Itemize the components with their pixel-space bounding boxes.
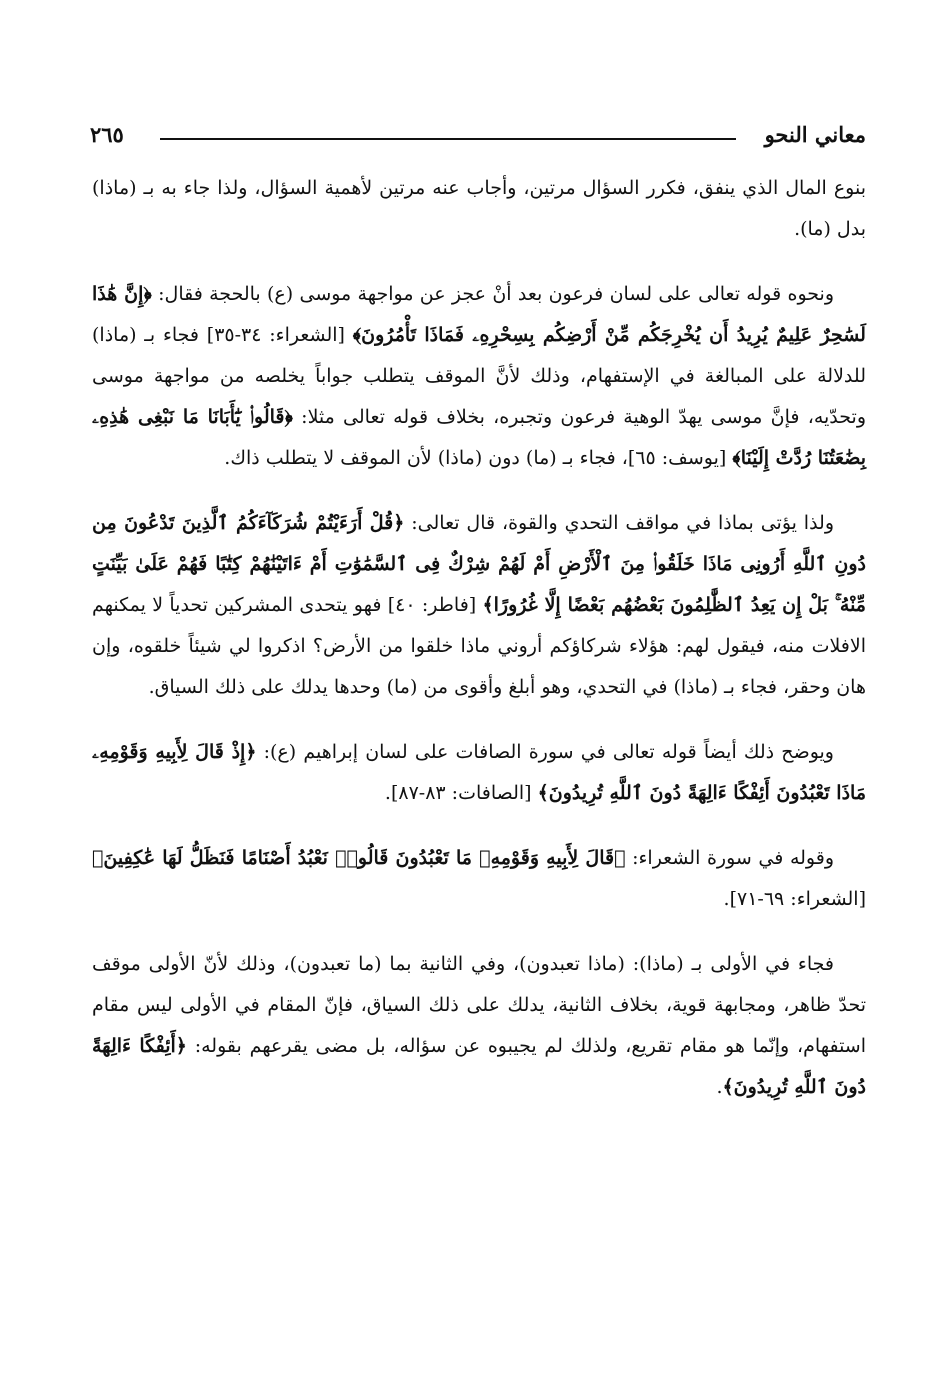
quran-verse: ﴿قَالَ لِأَبِيهِ وَقَوْمِهِۦ مَا تَعْبُدُونَ قَالُوا۟ نَعْبُدُ أَصْنَامًا فَنَظَلُّ لَهَا عَٰكِفِينَ﴾ [92,847,626,869]
paragraph [92,838,866,920]
running-title: معاني النحو [764,122,866,147]
quran-verse: ﴿إِنَّ هَٰذَا لَسَٰحِرٌ عَلِيمٌ يُرِيدُ أَن يُخْرِجَكُم مِّنْ أَرْضِكُم بِسِحْرِهِۦ فَمَاذَا تَأْمُرُونَ﴾ [92,283,866,346]
body-text: [الشعراء: ٦٩-٧١]. [723,888,866,910]
body-text: [يوسف: ٦٥]، فجاء بـ (ما) دون (ماذا) لأن الموقف لا يتطلب ذاك. [224,447,733,469]
body-text: [الشعراء: ٣٤-٣٥] فجاء بـ (ماذا) للدلالة على المبالغة في الإستفهام، وذلك لأنَّ الموقف يتطلب جواباً يخلصه من مواجهة موسى وتحدّيه، فإنَّ موسى يهدّ الوهية فرعون وتجبره، بخلاف قوله تعالى مثلا: [92,324,867,428]
paragraph [92,168,866,250]
body-text: . [716,1076,723,1098]
page-number: ٢٦٥ [90,122,124,147]
body-text: ولذا يؤتى بماذا في مواقف التحدي والقوة، قال تعالى: [404,512,834,534]
body-text: بنوع المال الذي ينفق، فكرر السؤال مرتين، وأجاب عنه مرتين لأهمية السؤال، ولذا جاء به بـ (ماذا) بدل (ما). [92,177,866,240]
body-text: وقوله في سورة الشعراء: [625,847,834,869]
body-text: [فاطر: ٤٠] فهو يتحدى المشركين تحدياً لا يمكنهم الافلات منه، فيقول لهم: هؤلاء شركاؤكم أروني ماذا خلقوا من الأرض؟ اذكروا لي شيئاً خلقوه، وإن هان وحقر، فجاء بـ (ماذا) في التحدي، وهو أبلغ وأقوى من (ما) وحدها يدلك على ذلك السياق. [92,594,866,698]
paragraph [92,944,866,1108]
body-text: [الصافات: ٨٣-٨٧]. [384,782,538,804]
body-text: ويوضح ذلك أيضاً قوله تعالى في سورة الصافات على لسان إبراهيم (ع): [256,741,834,763]
paragraph [92,274,866,479]
body-text: فجاء في الأولى بـ (ماذا): (ماذا تعبدون)، وفي الثانية بما (ما تعبدون)، وذلك لأنّ الأولى موقف تحدّ ظاهر، ومجابهة قوية، بخلاف الثانية، يدلك على ذلك السياق، فإنّ المقام في الأولى ليس مقام استفهام، وإنّما هو مقام تقريع، ولذلك لم يجيبوه عن سؤاله، بل مضى يقرعهم بقوله: [92,953,866,1057]
paragraph [92,503,866,708]
header-rule [160,138,736,140]
quran-verse: ﴿أَئِفْكًا ءَالِهَةً دُونَ ٱللَّهِ تُرِيدُونَ﴾ [92,1035,866,1098]
body-text: ونحوه قوله تعالى على لسان فرعون بعد أنْ عجز عن مواجهة موسى (ع) بالحجة فقال: [151,283,834,305]
page-body [92,168,866,1132]
page-header [90,118,866,158]
paragraph [92,732,866,814]
quran-verse: ﴿قُلْ أَرَءَيْتُمْ شُرَكَآءَكُمُ ٱلَّذِينَ تَدْعُونَ مِن دُونِ ٱللَّهِ أَرُونِى مَاذَا خَلَقُوا۟ مِنَ ٱلْأَرْضِ أَمْ لَهُمْ شِرْكٌ فِى ٱلسَّمَٰوَٰتِ أَمْ ءَاتَيْنَٰهُمْ كِتَٰبًا فَهُمْ عَلَىٰ بَيِّنَتٍ مِّنْهُ ۚ بَلْ إِن يَعِدُ ٱلظَّٰلِمُونَ بَعْضُهُم بَعْضًا إِلَّا غُرُورًا﴾ [92,512,866,616]
quran-verse: ﴿إِذْ قَالَ لِأَبِيهِ وَقَوْمِهِۦ مَاذَا تَعْبُدُونَ أَئِفْكًا ءَالِهَةً دُونَ ٱللَّهِ تُرِيدُونَ﴾ [92,741,866,804]
quran-verse: ﴿قَالُوا۟ يَٰٓأَبَانَا مَا نَبْغِى هَٰذِهِۦ بِضَٰعَتُنَا رُدَّتْ إِلَيْنَا﴾ [92,406,866,469]
